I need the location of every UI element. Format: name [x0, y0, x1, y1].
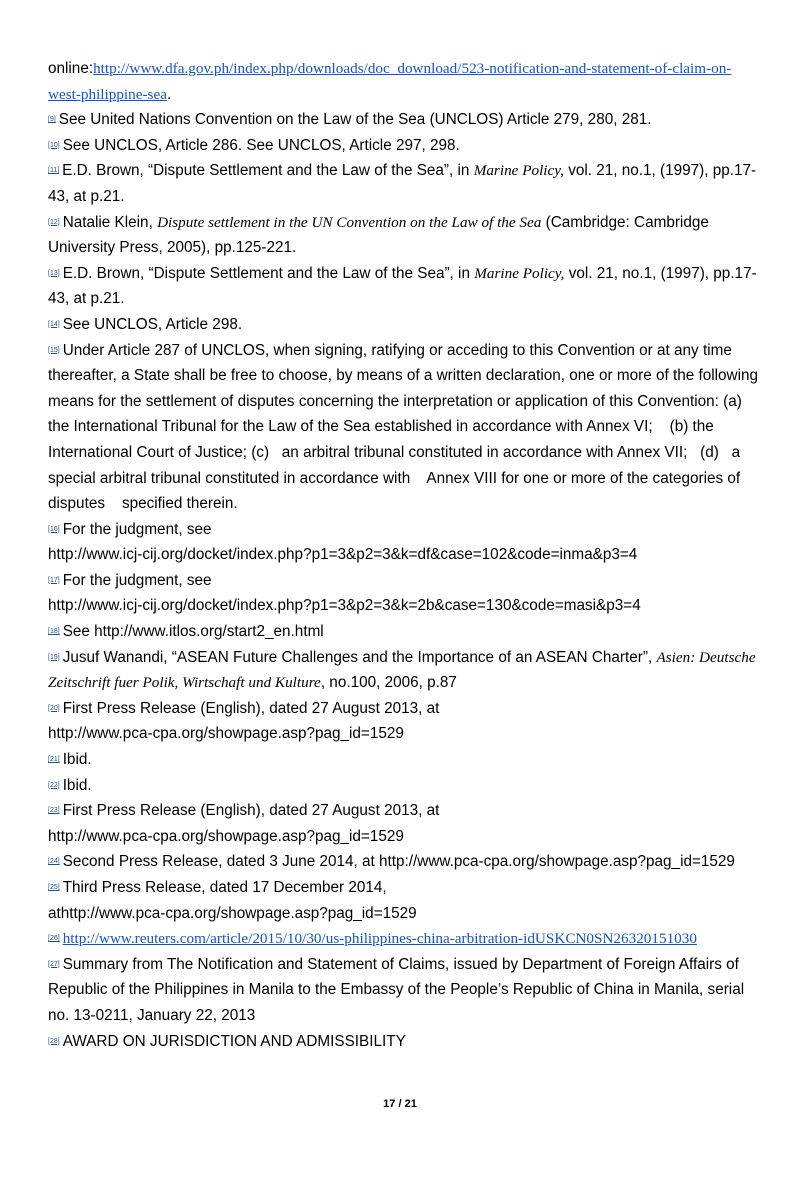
- footnote-27-text: Summary from The Notification and Statement of Claims, issued by Department of Foreign Affairs of Republic of the Philippines in Manila to the Embassy of the People’s Republic of China in Manila, serial no. 13-0211, January 22, 2013: [48, 955, 745, 1024]
- footnote-24-text: Second Press Release, dated 3 June 2014, at http://www.pca-cpa.org/showpage.asp?pag_id=1529: [62, 853, 735, 871]
- footnotes-list: [48, 56, 758, 1054]
- footnote-13-journal: Marine Policy,: [474, 264, 565, 282]
- footnote-17-url: http://www.icj-cij.org/docket/index.php?p1=3&p2=3&k=2b&case=130&code=masi&p3=4: [48, 597, 641, 615]
- footnote-26: [48, 926, 758, 952]
- footnote-17-text: For the judgment, see: [62, 571, 212, 589]
- footnote-ref-14[interactable]: [14]: [48, 320, 60, 328]
- footnote-20-text: First Press Release (English), dated 27 August 2013, at: [62, 699, 440, 717]
- footnote-15-text: Under Article 287 of UNCLOS, when signing, ratifying or acceding to this Convention or at any time thereafter, a State shall be free to choose, by means of a written declaration, one or more of the following means for the settlement of disputes concerning the interpretation or application of this Convention: (a) the International Tribunal for the Law of the Sea established in accordance with Annex VI; (b) the International Court of Justice; (c) an arbitral tribunal constituted in accordance with Annex VII; (d) a special arbitral tribunal constituted in accordance with Annex VIII for one or more of the categories of disputes specified therein.: [48, 341, 759, 513]
- footnote-14-text: See UNCLOS, Article 298.: [62, 315, 243, 333]
- footnote-ref-12[interactable]: [12]: [48, 218, 60, 226]
- footnote-ref-9[interactable]: [9]: [48, 116, 56, 124]
- footnote-17: [48, 568, 758, 619]
- footnote-9: [48, 107, 758, 133]
- footnote-13-text-a: E.D. Brown, “Dispute Settlement and the Law of the Sea”, in: [62, 264, 475, 282]
- footnote-20: [48, 696, 758, 747]
- footnote-ref-21[interactable]: [21]: [48, 756, 60, 764]
- footnote-8-prefix: online:: [48, 60, 94, 77]
- footnote-ref-27[interactable]: [27]: [48, 960, 60, 968]
- footnote-ref-10[interactable]: [10]: [48, 141, 60, 149]
- footnote-11-text-a: E.D. Brown, “Dispute Settlement and the Law of the Sea”, in: [62, 162, 474, 180]
- footnote-ref-13[interactable]: [13]: [48, 269, 60, 277]
- footnote-8-link[interactable]: http://www.dfa.gov.ph/index.php/downloads/doc_download/523-notification-and-statement-of-claim-on-west-philippine-sea: [48, 60, 732, 103]
- footnote-ref-24[interactable]: [24]: [48, 858, 60, 866]
- footnote-22: [48, 773, 758, 799]
- footnote-19-text-a: Jusuf Wanandi, “ASEAN Future Challenges and the Importance of an ASEAN Charter”,: [62, 648, 657, 666]
- footnote-22-text: Ibid.: [62, 776, 92, 794]
- footnote-12-text-b: (Cambridge: Cambridge University Press, 2005), pp.125-221.: [48, 213, 709, 257]
- footnote-16-text: For the judgment, see: [62, 520, 212, 538]
- footnote-25-url: athttp://www.pca-cpa.org/showpage.asp?pag_id=1529: [48, 904, 417, 922]
- footnote-19: [48, 645, 758, 696]
- footnote-8-suffix: .: [166, 85, 172, 103]
- footnote-28: [48, 1029, 758, 1055]
- footnote-8: [48, 56, 758, 107]
- footnote-ref-28[interactable]: [28]: [48, 1037, 60, 1045]
- footnote-25-text: Third Press Release, dated 17 December 2014,: [62, 879, 387, 896]
- footnote-ref-22[interactable]: [22]: [48, 781, 60, 789]
- footnote-ref-18[interactable]: [18]: [48, 628, 60, 636]
- footnote-19-text-b: , no.100, 2006, p.87: [320, 674, 457, 692]
- footnote-23: [48, 798, 758, 849]
- page-number: 17 / 21: [383, 1098, 417, 1110]
- footnote-18: [48, 619, 758, 645]
- footnote-12: [48, 210, 758, 261]
- footnote-21: [48, 747, 758, 773]
- footnote-10: [48, 133, 758, 159]
- footnote-ref-25[interactable]: [25]: [48, 884, 60, 891]
- footnote-13-text-b: vol. 21, no.1, (1997), pp.17-43, at p.21.: [48, 264, 757, 308]
- footnote-20-url: http://www.pca-cpa.org/showpage.asp?pag_id=1529: [48, 725, 404, 743]
- footnote-21-text: Ibid.: [62, 751, 92, 769]
- footnote-9-text: See United Nations Convention on the Law of the Sea (UNCLOS) Article 279, 280, 281.: [58, 111, 652, 129]
- footnote-ref-15[interactable]: [15]: [48, 346, 60, 354]
- footnote-11-text-b: vol. 21, no.1, (1997), pp.17-43, at p.21.: [48, 162, 757, 205]
- footnote-27: [48, 952, 758, 1029]
- footnote-ref-16[interactable]: [16]: [48, 525, 60, 533]
- footnote-ref-20[interactable]: [20]: [48, 704, 60, 712]
- footnote-18-text: See http://www.itlos.org/start2_en.html: [62, 623, 324, 641]
- footnote-15: [48, 338, 758, 517]
- footnote-13: [48, 261, 758, 312]
- footnote-12-book: Dispute settlement in the UN Convention on the Law of the Sea: [157, 213, 542, 231]
- footnote-14: [48, 312, 758, 338]
- footnote-16-url: http://www.icj-cij.org/docket/index.php?p1=3&p2=3&k=df&case=102&code=inma&p3=4: [48, 546, 638, 564]
- footnote-23-text: First Press Release (English), dated 27 August 2013, at: [62, 802, 440, 820]
- footnote-11: [48, 158, 758, 209]
- footnote-ref-17[interactable]: [17]: [48, 576, 60, 584]
- footnote-16: [48, 517, 758, 568]
- footnote-26-link[interactable]: http://www.reuters.com/article/2015/10/30/us-philippines-china-arbitration-idUSKCN0SN26320151030: [62, 930, 697, 948]
- footnote-19-journal: Asien: Deutsche Zeitschrift fuer Polik, Wirtschaft und Kulture: [48, 648, 756, 692]
- footnote-ref-23[interactable]: [23]: [48, 807, 60, 815]
- footnote-ref-26[interactable]: [26]: [48, 935, 60, 943]
- footnote-25: [48, 875, 758, 926]
- footnote-28-text: AWARD ON JURISDICTION AND ADMISSIBILITY: [62, 1032, 406, 1050]
- footnote-23-url: http://www.pca-cpa.org/showpage.asp?pag_id=1529: [48, 827, 404, 845]
- footnote-ref-11[interactable]: [11]: [48, 167, 60, 175]
- footnote-10-text: See UNCLOS, Article 286. See UNCLOS, Article 297, 298.: [62, 136, 460, 154]
- footnote-11-journal: Marine Policy,: [473, 162, 564, 180]
- footnote-12-text-a: Natalie Klein,: [62, 213, 158, 231]
- footnote-24: [48, 849, 758, 875]
- footnote-ref-19[interactable]: [19]: [48, 653, 60, 661]
